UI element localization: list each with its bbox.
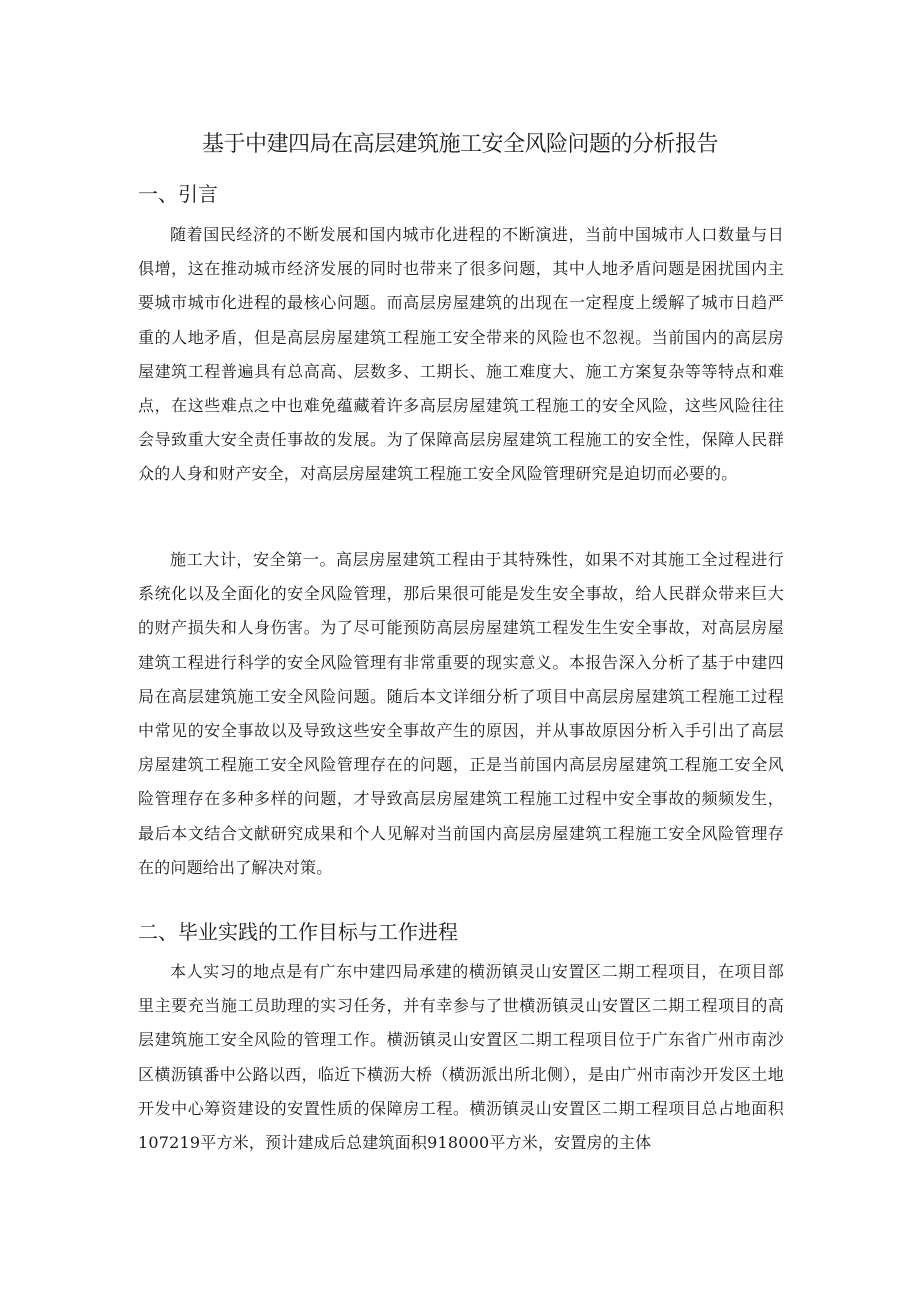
introduction-paragraph-2: 施工大计，安全第一。高层房屋建筑工程由于其特殊性，如果不对其施工全过程进行系统化以及全面化的安全风险管理，那后果很可能是发生安全事故，给人民群众带来巨大的财产损失和人身伤害。为了尽可能预防高层房屋建筑工程发生生安全事故，对高层房屋建筑工程进行科学的安全风险管理有非常重要的现实意义。本报告深入分析了基于中建四局在高层建筑施工安全风险问题。随后本文详细分析了项目中高层房屋建筑工程施工过程中常见的安全事故以及导致这些安全事故产生的原因，并从事故原因分析入手引出了高层房屋建筑工程施工安全风险管理存在的问题，正是当前国内高层房屋建筑工程施工安全风险管理存在多种多样的问题，才导致高层房屋建筑工程施工过程中安全事故的频频发生，最后本文结合文献研究成果和个人见解对当前国内高层房屋建筑工程施工安全风险管理存在的问题给出了解决对策。 [138,550,784,877]
section-heading-introduction: 一、引言 [138,182,218,206]
introduction-paragraph-1: 随着国民经济的不断发展和国内城市化进程的不断演进，当前中国城市人口数量与日俱增，这在推动城市经济发展的同时也带来了很多问题，其中人地矛盾问题是困扰国内主要城市城市化进程的最核心问题。而高层房屋建筑的出现在一定程度上缓解了城市日趋严重的人地矛盾，但是高层房屋建筑工程施工安全带来的风险也不忽视。当前国内的高层房屋建筑工程普遍具有总高高、层数多、工期长、施工难度大、施工方案复杂等等特点和难点，在这些难点之中也难免蕴藏着许多高层房屋建筑工程施工的安全风险，这些风险往往会导致重大安全责任事故的发展。为了保障高层房屋建筑工程施工的安全性，保障人民群众的人身和财产安全，对高层房屋建筑工程施工安全风险管理研究是迫切而必要的。 [138,225,784,484]
practice-goals-paragraph-1: 本人实习的地点是有广东中建四局承建的横沥镇灵山安置区二期工程项目，在项目部里主要充当施工员助理的实习任务，并有幸参与了世横沥镇灵山安置区二期工程项目的高层建筑施工安全风险的管理工作。横沥镇灵山安置区二期工程项目位于广东省广州市南沙区横沥镇番中公路以西，临近下横沥大桥（横沥派出所北侧），是由广州市南沙开发区土地开发中心筹资建设的安置性质的保障房工程。横沥镇灵山安置区二期工程项目总占地面积107219平方米，预计建成后总建筑面积918000平方米，安置房的主体 [138,962,784,1153]
document-title: 基于中建四局在高层建筑施工安全风险问题的分析报告 [201,132,718,157]
section-heading-practice-goals: 二、毕业实践的工作目标与工作进程 [138,920,458,944]
